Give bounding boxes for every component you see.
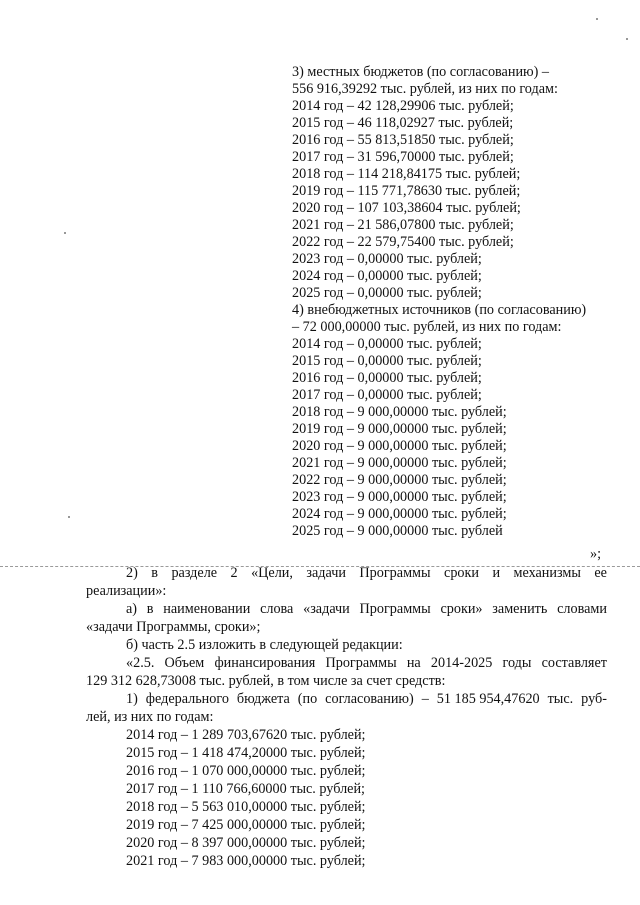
word: 2014-2025 (430, 655, 493, 671)
year-line: 2021 год – 7 983 000,00000 тыс. рублей; (126, 853, 366, 869)
word: а) (126, 601, 138, 617)
text-line: 2021 год – 21 586,07800 тыс. рублей; (292, 217, 514, 233)
year-line: 2020 год – 8 397 000,00000 тыс. рублей; (126, 835, 366, 851)
item-a-line (126, 601, 607, 618)
federal-budget-end: лей, из них по годам: (86, 709, 214, 725)
year-line: 2016 год – 1 070 000,00000 тыс. рублей; (126, 763, 366, 779)
text-line: 2018 год – 9 000,00000 тыс. рублей; (292, 404, 507, 420)
text-line: 2016 год – 55 813,51850 тыс. рублей; (292, 132, 514, 148)
text-line: 2017 год – 31 596,70000 тыс. рублей; (292, 149, 514, 165)
word: слова (260, 601, 294, 617)
item-a-end: «задачи Программы, сроки»; (86, 619, 261, 635)
section-2-5-line (126, 655, 607, 672)
word: тыс. (547, 691, 574, 707)
text-line: 2014 год – 0,00000 тыс. рублей; (292, 336, 482, 352)
scan-speck (596, 18, 598, 20)
text-line: 2015 год – 0,00000 тыс. рублей; (292, 353, 482, 369)
word: механизмы (513, 565, 581, 581)
text-line: 3) местных бюджетов (по согласованию) – (292, 64, 550, 80)
text-line: 2023 год – 0,00000 тыс. рублей; (292, 251, 482, 267)
word: Программы (359, 601, 431, 617)
item-2-line (126, 565, 607, 582)
word: 2) (126, 565, 138, 581)
word: сроки» (440, 601, 483, 617)
word: согласованию) (325, 691, 414, 707)
word: 2 (230, 565, 238, 581)
word: – (421, 691, 429, 707)
scan-speck (64, 232, 66, 234)
text-line: 2025 год – 9 000,00000 тыс. рублей (292, 523, 503, 539)
text-line: 2020 год – 9 000,00000 тыс. рублей; (292, 438, 507, 454)
text-line: 2024 год – 9 000,00000 тыс. рублей; (292, 506, 507, 522)
year-line: 2015 год – 1 418 474,20000 тыс. рублей; (126, 745, 366, 761)
word: сроки (444, 565, 479, 581)
text-line: 2019 год – 115 771,78630 тыс. рублей; (292, 183, 521, 199)
year-line: 2018 год – 5 563 010,00000 тыс. рублей; (126, 799, 366, 815)
word: руб- (581, 691, 607, 707)
word: задачи (306, 565, 346, 581)
word: на (406, 655, 421, 671)
word: Программы (359, 565, 431, 581)
year-line: 2017 год – 1 110 766,60000 тыс. рублей; (126, 781, 365, 797)
text-line: 2022 год – 9 000,00000 тыс. рублей; (292, 472, 507, 488)
item-2-end: реализации»: (86, 583, 167, 599)
word: «задачи (303, 601, 350, 617)
scan-speck (626, 38, 628, 40)
word: (по (297, 691, 318, 707)
item-b: б) часть 2.5 изложить в следующей редакции: (126, 637, 403, 653)
text-line: 2025 год – 0,00000 тыс. рублей; (292, 285, 482, 301)
text-line: 2015 год – 46 118,02927 тыс. рублей; (292, 115, 514, 131)
word: составляет (541, 655, 607, 671)
text-line: 2018 год – 114 218,84175 тыс. рублей; (292, 166, 521, 182)
year-line: 2014 год – 1 289 703,67620 тыс. рублей; (126, 727, 366, 743)
word: в (146, 601, 154, 617)
word: разделе (171, 565, 218, 581)
year-line: 2019 год – 7 425 000,00000 тыс. рублей; (126, 817, 366, 833)
word: бюджета (236, 691, 290, 707)
word: 1) (126, 691, 138, 707)
closing-quote: »; (590, 546, 602, 562)
word: федерального (145, 691, 229, 707)
text-line: 2014 год – 42 128,29906 тыс. рублей; (292, 98, 514, 114)
text-line: 2017 год – 0,00000 тыс. рублей; (292, 387, 482, 403)
word: наименовании (163, 601, 251, 617)
word: и (492, 565, 501, 581)
text-line: 556 916,39292 тыс. рублей, из них по годам: (292, 81, 558, 97)
text-line: 2020 год – 107 103,38604 тыс. рублей; (292, 200, 521, 216)
text-line: 2016 год – 0,00000 тыс. рублей; (292, 370, 482, 386)
text-line: 4) внебюджетных источников (по согласованию) (292, 302, 587, 318)
word: Объем (164, 655, 205, 671)
word: 51 185 954,47620 (436, 691, 540, 707)
text-line: 2024 год – 0,00000 тыс. рублей; (292, 268, 482, 284)
word: заменить (492, 601, 548, 617)
word: «2.5. (126, 655, 155, 671)
text-line: 2019 год – 9 000,00000 тыс. рублей; (292, 421, 507, 437)
scan-speck (68, 516, 70, 518)
word: Программы (325, 655, 397, 671)
word: годы (502, 655, 532, 671)
text-line: 2023 год – 9 000,00000 тыс. рублей; (292, 489, 507, 505)
word: в (151, 565, 158, 581)
word: словами (557, 601, 607, 617)
word: финансирования (214, 655, 316, 671)
section-2-5-end: 129 312 628,73008 тыс. рублей, в том числе за счет средств: (86, 673, 446, 689)
word: ее (594, 565, 607, 581)
word: «Цели, (251, 565, 293, 581)
text-line: 2022 год – 22 579,75400 тыс. рублей; (292, 234, 514, 250)
federal-budget-line (126, 691, 607, 708)
text-line: 2021 год – 9 000,00000 тыс. рублей; (292, 455, 507, 471)
text-line: – 72 000,00000 тыс. рублей, из них по годам: (292, 319, 562, 335)
